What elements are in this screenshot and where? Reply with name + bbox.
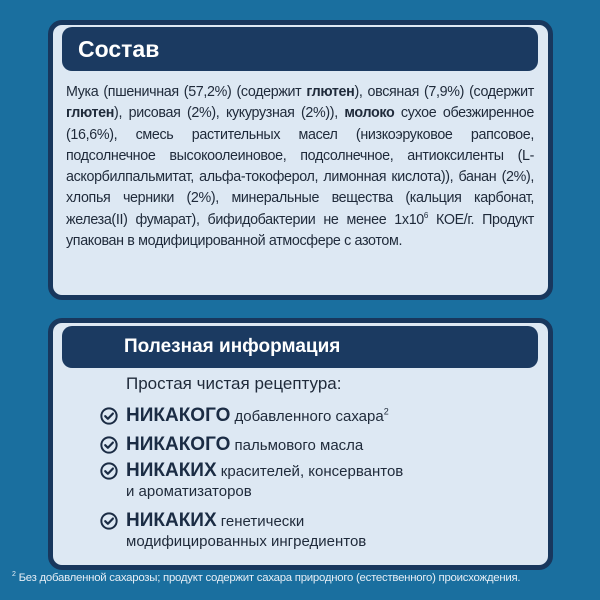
footnote-text: Без добавленной сахарозы; продукт содержит сахара природного (естественного) происхождения. bbox=[15, 572, 521, 584]
check-circle-icon bbox=[100, 462, 118, 480]
info-item-strong: НИКАКОГО bbox=[126, 434, 231, 455]
exponent: 6 bbox=[423, 211, 429, 221]
info-item-strong: НИКАКИХ bbox=[126, 510, 217, 531]
info-intro: Простая чистая рецептура: bbox=[126, 374, 342, 393]
check-circle-icon bbox=[100, 512, 118, 530]
composition-text-part: сухое обезжиренное (16,6%), смесь растительных масел (низкоэруковое рапсовое, подсолнечное высокоолеиновое, подсолнечное, антиоксиленты (L-аскорбилпальмитат, альфа-токоферол, лимонная кислота)), банан (2%), хлопья черники (2%), минеральные вещества (кальция карбонат, железа(II) фумарат), бифидобактерии не менее 1х10 bbox=[66, 105, 534, 228]
info-item-text: красителей, консервантов bbox=[216, 463, 404, 480]
composition-text-part: ), овсяная (7,9%) (содержит bbox=[354, 84, 534, 100]
footnote-mark: 2 bbox=[12, 571, 16, 579]
composition-text-part: ), рисовая (2%), кукурузная (2%)), bbox=[114, 105, 345, 122]
composition-text-part: КОЕ/г. Продукт упакован в модифицированной атмосфере с азотом. bbox=[66, 211, 534, 250]
check-circle-icon bbox=[100, 436, 118, 454]
info-item-strong: НИКАКОГО bbox=[126, 405, 231, 426]
composition-title: Состав bbox=[62, 27, 538, 71]
allergen-gluten: глютен bbox=[306, 84, 355, 100]
allergen-gluten: глютен bbox=[66, 105, 115, 122]
footnote bbox=[12, 572, 592, 584]
info-item-text-continued: и ароматизаторов bbox=[126, 483, 252, 500]
info-title: Полезная информация bbox=[62, 326, 538, 368]
info-item-no-gmo bbox=[126, 510, 366, 550]
info-item-no-palm-oil bbox=[126, 434, 363, 456]
check-circle-icon bbox=[100, 407, 118, 425]
info-item-no-sugar bbox=[126, 405, 389, 427]
info-item-no-additives bbox=[126, 460, 403, 500]
info-item-text: добавленного сахара bbox=[230, 408, 384, 425]
info-item-text: генетически bbox=[216, 513, 305, 530]
allergen-milk: молоко bbox=[344, 105, 395, 122]
info-item-text-continued: модифицированных ингредиентов bbox=[126, 533, 367, 550]
composition-text-part: Мука (пшеничная (57,2%) (содержит bbox=[66, 84, 307, 100]
info-item-text: пальмового масла bbox=[230, 437, 364, 454]
info-item-strong: НИКАКИХ bbox=[126, 460, 217, 481]
composition-text bbox=[66, 82, 534, 252]
footnote-mark: 2 bbox=[383, 406, 389, 417]
